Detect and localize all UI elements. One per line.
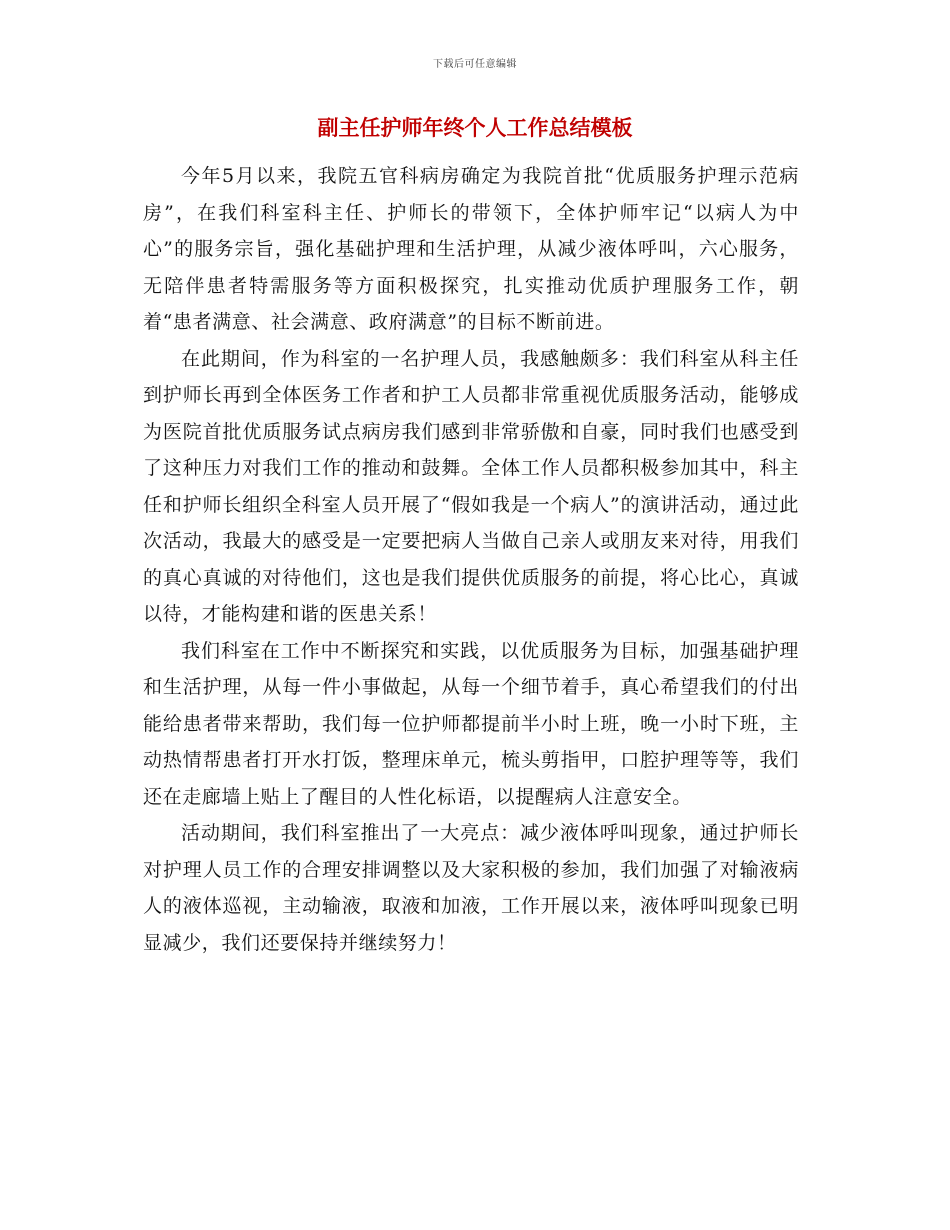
header-note: 下载后可任意编辑 bbox=[433, 59, 517, 70]
paragraph-2: 在此期间，作为科室的一名护理人员，我感触颇多：我们科室从科主任到护师长再到全体医务工作者和护工人员都非常重视优质服务活动，能够成为医院首批优质服务试点病房我们感到非常骄傲和自豪，同时我们也感受到了这种压力对我们工作的推动和鼓舞。全体工作人员都积极参加其中，科主任和护师长组织全科室人员开展了“假如我是一个病人”的演讲活动，通过此次活动，我最大的感受是一定要把病人当做自己亲人或朋友来对待，用我们的真心真诚的对待他们，这也是我们提供优质服务的前提，将心比心，真诚以待，才能构建和谐的医患关系！ bbox=[143, 347, 799, 625]
document-title: 副主任护师年终个人工作总结模板 bbox=[317, 115, 633, 140]
paragraph-4: 活动期间，我们科室推出了一大亮点：减少液体呼叫现象，通过护师长对护理人员工作的合理安排调整以及大家积极的参加，我们加强了对输液病人的液体巡视，主动输液，取液和加液，工作开展以来，液体呼叫现象已明显减少，我们还要保持并继续努力！ bbox=[143, 822, 799, 954]
paragraph-1: 今年5月以来，我院五官科病房确定为我院首批“优质服务护理示范病房”，在我们科室科主任、护师长的带领下，全体护师牢记“以病人为中心”的服务宗旨，强化基础护理和生活护理，从减少液体呼叫，六心服务，无陪伴患者特需服务等方面积极探究，扎实推动优质护理服务工作，朝着“患者满意、社会满意、政府满意”的目标不断前进。 bbox=[143, 165, 799, 333]
paragraph-3: 我们科室在工作中不断探究和实践，以优质服务为目标，加强基础护理和生活护理，从每一件小事做起，从每一个细节着手，真心希望我们的付出能给患者带来帮助，我们每一位护师都提前半小时上班，晚一小时下班，主动热情帮患者打开水打饭，整理床单元，梳头剪指甲，口腔护理等等，我们还在走廊墙上贴上了醒目的人性化标语，以提醒病人注意安全。 bbox=[143, 639, 799, 808]
document-body bbox=[143, 158, 799, 961]
